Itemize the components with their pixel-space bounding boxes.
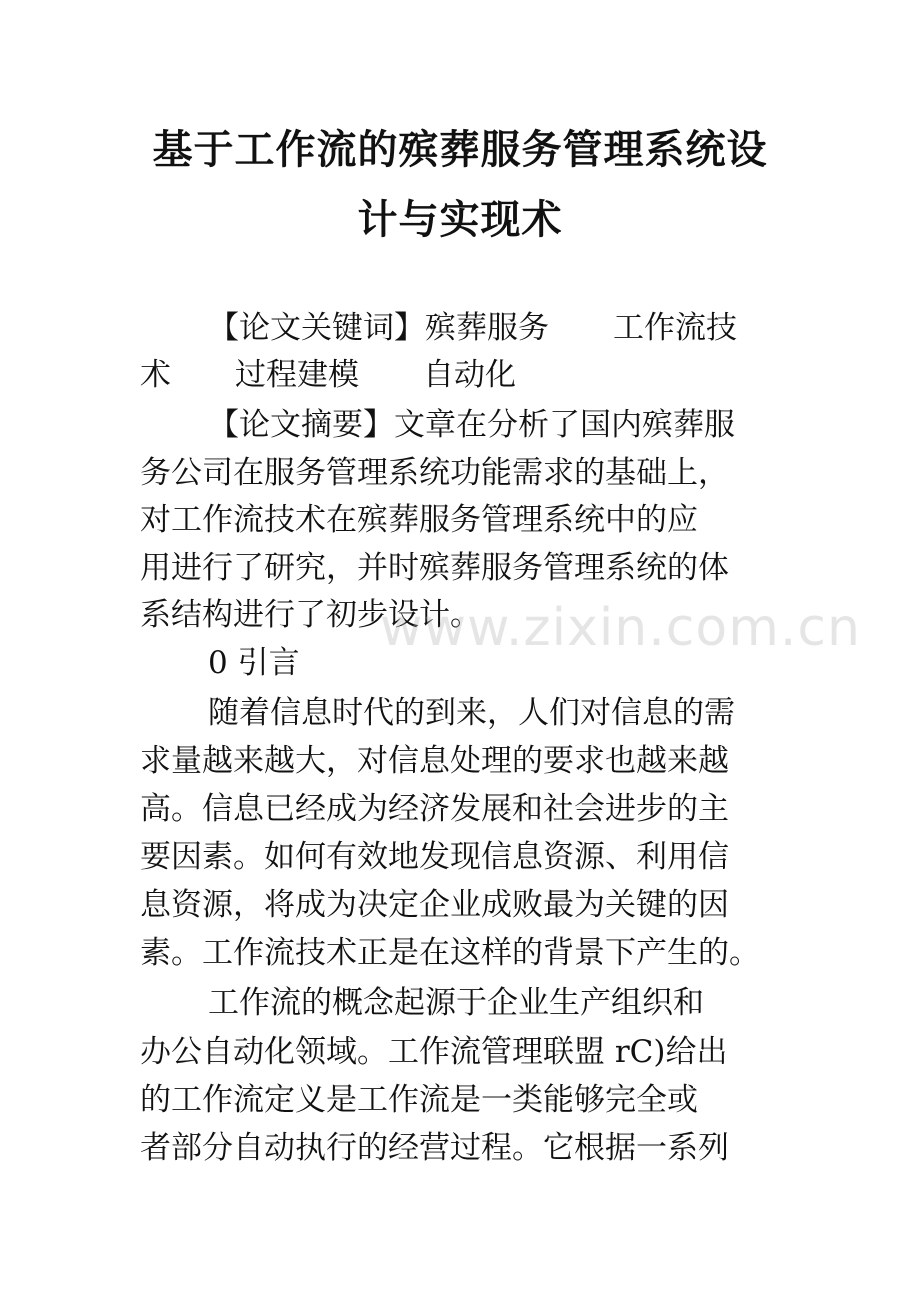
paragraph-line: 随着信息时代的到来，人们对信息的需 bbox=[208, 695, 735, 731]
abstract-line: 对工作流技术在殡葬服务管理系统中的应 bbox=[140, 502, 698, 538]
paragraph-line: 素。工作流技术正是在这样的背景下产生的。 bbox=[140, 935, 760, 971]
document-title-line-1: 基于工作流的殡葬服务管理系统设 bbox=[152, 127, 768, 173]
keyword-process-modeling: 过程建模 bbox=[235, 357, 359, 393]
document-title-line-2: 计与实现术 bbox=[357, 197, 563, 243]
paragraph-line: 的工作流定义是工作流是一类能够完全或 bbox=[140, 1082, 698, 1118]
abstract-line: 系结构进行了初步设计。 bbox=[140, 597, 481, 633]
paragraph-line: 者部分自动执行的经营过程。它根据一系列 bbox=[140, 1130, 729, 1166]
abstract-line: 【论文摘要】文章在分析了国内殡葬服 bbox=[208, 407, 735, 443]
keyword-workflow-tech-cont: 术 bbox=[140, 357, 171, 393]
keywords-line-2 bbox=[140, 352, 516, 399]
paragraph-line: 求量越来越大，对信息处理的要求也越来越 bbox=[140, 743, 729, 779]
paragraph-line: 要因素。如何有效地发现信息资源、利用信 bbox=[140, 839, 729, 875]
keywords-line-1 bbox=[208, 305, 737, 352]
paragraph-line: 办公自动化领域。工作流管理联盟 rC)给出 bbox=[140, 1034, 728, 1070]
keyword-workflow-tech: 工作流技 bbox=[613, 310, 737, 346]
section-heading-introduction: 0 引言 bbox=[208, 645, 300, 681]
abstract-line: 务公司在服务管理系统功能需求的基础上， bbox=[140, 455, 729, 491]
paragraph-line: 息资源，将成为决定企业成败最为关键的因 bbox=[140, 887, 729, 923]
paragraph-line: 高。信息已经成为经济发展和社会进步的主 bbox=[140, 791, 729, 827]
paragraph-line: 工作流的概念起源于企业生产组织和 bbox=[208, 985, 704, 1021]
keyword-funeral-service: 殡葬服务 bbox=[425, 310, 549, 346]
keyword-automation: 自动化 bbox=[423, 357, 516, 393]
watermark: www.zixin.com.cn bbox=[380, 598, 861, 658]
keywords-label: 【论文关键词】 bbox=[208, 310, 425, 346]
abstract-line: 用进行了研究，并时殡葬服务管理系统的体 bbox=[140, 550, 729, 586]
